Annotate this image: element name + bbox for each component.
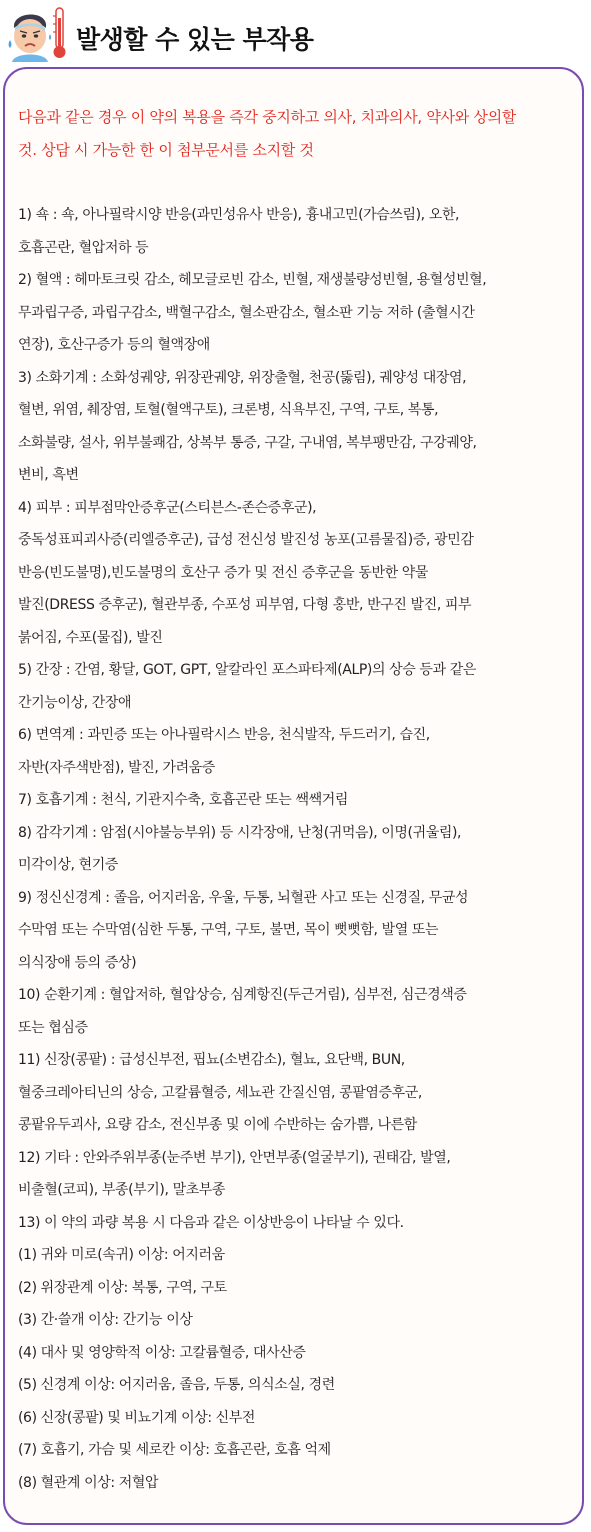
text-line: (2) 위장관계 이상: 복통, 구역, 구토 xyxy=(18,1279,227,1296)
page-header xyxy=(0,0,591,66)
text-line: (8) 혈관계 이상: 저혈압 xyxy=(18,1474,159,1491)
text-line: 혈중크레아티닌의 상승, 고칼륨혈증, 세뇨관 간질신염, 콩팥염증후군, xyxy=(18,1084,422,1101)
text-line: (4) 대사 및 영양학적 이상: 고칼륨혈증, 대사산증 xyxy=(18,1344,306,1361)
text-line: (7) 호흡기, 가슴 및 세로칸 이상: 호흡곤란, 호흡 억제 xyxy=(18,1442,331,1458)
text-line: 수막염 또는 수막염(심한 두통, 구역, 구토, 불면, 목이 뻣뻣함, 발열 또는 xyxy=(18,922,439,938)
text-line: 7) 호흡기계 : 천식, 기관지수축, 호흡곤란 또는 쌕쌕거림 xyxy=(18,792,348,808)
text-line: 중독성표피괴사증(리엘증후군), 급성 전신성 발진성 농포(고름물집)증, 광민감 xyxy=(18,532,474,548)
text-line: 호흡곤란, 혈압저하 등 xyxy=(18,239,149,256)
text-line: 9) 정신신경계 : 졸음, 어지러움, 우울, 두통, 뇌혈관 사고 또는 신경질, 무균성 xyxy=(18,889,469,906)
text-line: 13) 이 약의 과량 복용 시 다음과 같은 이상반응이 나타날 수 있다. xyxy=(18,1214,404,1231)
text-line: 12) 기타 : 안와주위부종(눈주변 부기), 안면부종(얼굴부기), 권태감, 발열, xyxy=(18,1149,451,1166)
text-line: 혈변, 위염, 췌장염, 토혈(혈액구토), 크론병, 식욕부진, 구역, 구토, 복통, xyxy=(18,402,439,418)
notice-line: 다음과 같은 경우 이 약의 복용을 즉각 중지하고 의사, 치과의사, 약사와 상의할 xyxy=(18,108,516,126)
text-line: 4) 피부 : 피부점막안증후군(스티븐스-존슨증후군), xyxy=(18,499,317,516)
text-line: (3) 간·쓸개 이상: 간기능 이상 xyxy=(18,1312,193,1328)
text-line: 간기능이상, 간장애 xyxy=(18,694,132,711)
text-line: 5) 간장 : 간염, 황달, GOT, GPT, 알칼라인 포스파타제(ALP)의 상승 등과 같은 xyxy=(18,662,476,678)
text-line: 연장), 호산구증가 등의 혈액장애 xyxy=(18,337,210,353)
text-line: 비출혈(코피), 부종(부기), 말초부종 xyxy=(18,1182,226,1198)
text-line: 3) 소화기계 : 소화성궤양, 위장관궤양, 위장출혈, 천공(뚫림), 궤양성 대장염, xyxy=(18,369,467,386)
text-line: 반응(빈도불명),빈도불명의 호산구 증가 및 전신 증후군을 동반한 약물 xyxy=(18,564,428,581)
text-line: 콩팥유두괴사, 요량 감소, 전신부종 및 이에 수반하는 숨가쁨, 나른함 xyxy=(18,1117,417,1133)
warning-notice xyxy=(18,101,578,167)
text-line: 6) 면역계 : 과민증 또는 아나필락시스 반응, 천식발작, 두드러기, 습진, xyxy=(18,727,430,743)
notice-line: 것. 상담 시 가능한 한 이 첨부문서를 소지할 것 xyxy=(18,141,314,159)
text-line: 2) 혈액 : 헤마토크릿 감소, 헤모글로빈 감소, 빈혈, 재생불량성빈혈, 용혈성빈혈, xyxy=(18,272,487,288)
text-line: 11) 신장(콩팥) : 급성신부전, 핍뇨(소변감소), 혈뇨, 요단백, BUN, xyxy=(18,1052,405,1068)
text-line: 8) 감각기계 : 암점(시야불능부위) 등 시각장애, 난청(귀먹음), 이명(귀울림), xyxy=(18,824,462,841)
text-line: 붉어짐, 수포(물집), 발진 xyxy=(18,629,163,646)
text-line: 미각이상, 현기증 xyxy=(18,857,118,873)
sick-person-thermometer-icon xyxy=(4,4,68,62)
text-line: 발진(DRESS 증후군), 혈관부종, 수포성 피부염, 다형 홍반, 반구진 발진, 피부 xyxy=(18,597,472,613)
text-line: (5) 신경계 이상: 어지러움, 졸음, 두통, 의식소실, 경련 xyxy=(18,1377,335,1393)
text-line: 무과립구증, 과립구감소, 백혈구감소, 혈소판감소, 혈소판 기능 저하 (출혈시간 xyxy=(18,304,475,321)
text-line: 1) 쇽 : 쇽, 아나필락시양 반응(과민성유사 반응), 흉내고민(가슴쓰림), 오한, xyxy=(18,207,460,223)
text-line: 자반(자주색반점), 발진, 가려움증 xyxy=(18,759,215,776)
text-line: 변비, 흑변 xyxy=(18,467,79,483)
side-effects-list xyxy=(18,199,578,1499)
text-line: 10) 순환기계 : 혈압저하, 혈압상승, 심계항진(두근거림), 심부전, 심근경색증 xyxy=(18,987,467,1003)
text-line: 또는 협심증 xyxy=(18,1019,88,1036)
text-line: (6) 신장(콩팥) 및 비뇨기계 이상: 신부전 xyxy=(18,1409,256,1426)
text-line: (1) 귀와 미로(속귀) 이상: 어지러움 xyxy=(18,1247,225,1263)
page-title: 발생할 수 있는 부작용 xyxy=(76,25,314,54)
text-line: 소화불량, 설사, 위부불쾌감, 상복부 통증, 구갈, 구내염, 복부팽만감, 구강궤양, xyxy=(18,434,477,451)
text-line: 의식장애 등의 증상) xyxy=(18,954,137,971)
